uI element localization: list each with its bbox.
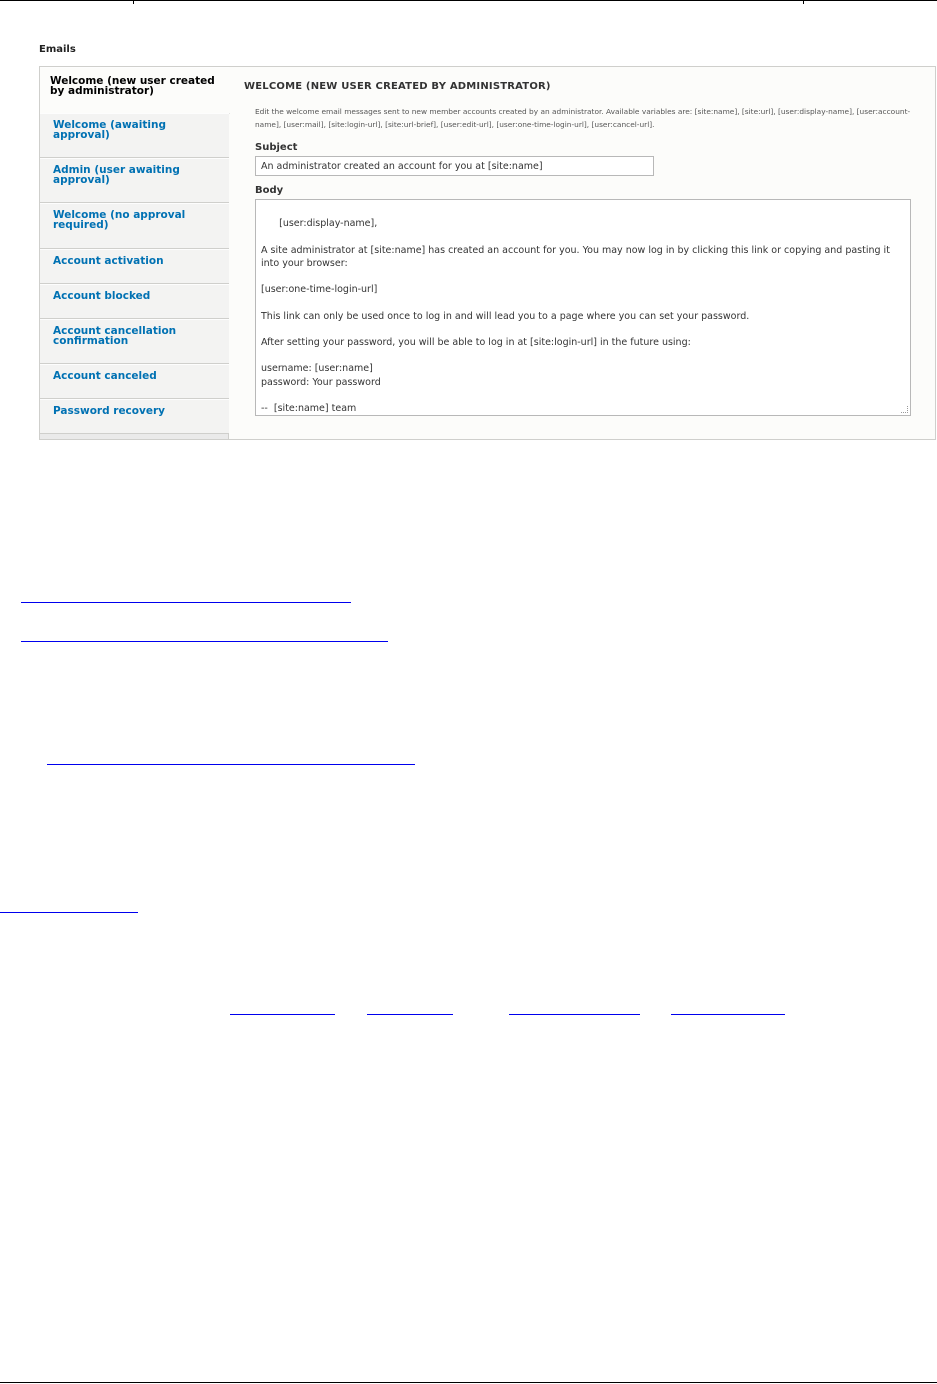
subject-input[interactable] — [255, 156, 654, 176]
tab-account-activation[interactable]: Account activation — [40, 249, 229, 284]
tab-account-cancellation-confirmation[interactable]: Account cancellation confirmation — [40, 319, 229, 364]
pane-title: WELCOME (NEW USER CREATED BY ADMINISTRATOR) — [244, 81, 551, 92]
top-rule-tick — [133, 0, 134, 4]
link-underline[interactable] — [509, 1014, 640, 1015]
emails-section-title: Emails — [39, 44, 76, 55]
page-bottom-rule — [0, 1382, 937, 1383]
tab-welcome-awaiting-approval[interactable]: Welcome (awaiting approval) — [40, 113, 229, 158]
top-rule-tick — [803, 0, 804, 4]
resize-grip-icon[interactable] — [901, 406, 908, 413]
vertical-tab-pane — [244, 67, 924, 439]
vertical-tabs-menu — [40, 67, 229, 439]
pane-description: Edit the welcome email messages sent to new member accounts created by an administrator. Available variables are: [site:name], [site:url], [user:display-name], [user:account-name], [user:mail], [site:login-url], [site:url-brief], [user:edit-url], [user:one-time-login-url], [user:cancel-url]. — [255, 107, 911, 129]
subject-label: Subject — [255, 142, 298, 153]
tab-welcome-no-approval[interactable]: Welcome (no approval required) — [40, 203, 229, 249]
tab-account-canceled[interactable]: Account canceled — [40, 364, 229, 399]
tab-password-recovery[interactable]: Password recovery — [40, 399, 229, 434]
page-top-rule — [0, 0, 937, 1]
body-textarea[interactable] — [255, 199, 911, 416]
link-underline[interactable] — [671, 1014, 785, 1015]
body-text: [user:display-name], A site administrator at [site:name] has created an account for you. You may now log in by clicking this link or copying and pasting it into your browser: [user:one-time-login-url] This link can only be used once to log in and will lead you to a page where you can set your password. After setting your password, you will be able to log in at [site:login-url] in the future using: username: [user:name] password: Your password -- [site:name] team — [261, 218, 890, 415]
link-underline[interactable] — [21, 641, 388, 642]
email-vertical-tabs — [39, 66, 936, 440]
link-underline[interactable] — [47, 764, 415, 765]
tab-welcome-admin-created[interactable]: Welcome (new user created by administrator) — [40, 67, 230, 114]
link-underline[interactable] — [230, 1014, 335, 1015]
link-underline[interactable] — [21, 602, 351, 603]
body-label: Body — [255, 185, 284, 196]
link-underline[interactable] — [0, 912, 138, 913]
tab-account-blocked[interactable]: Account blocked — [40, 284, 229, 319]
tab-admin-user-awaiting-approval[interactable]: Admin (user awaiting approval) — [40, 158, 229, 203]
link-underline[interactable] — [367, 1014, 453, 1015]
